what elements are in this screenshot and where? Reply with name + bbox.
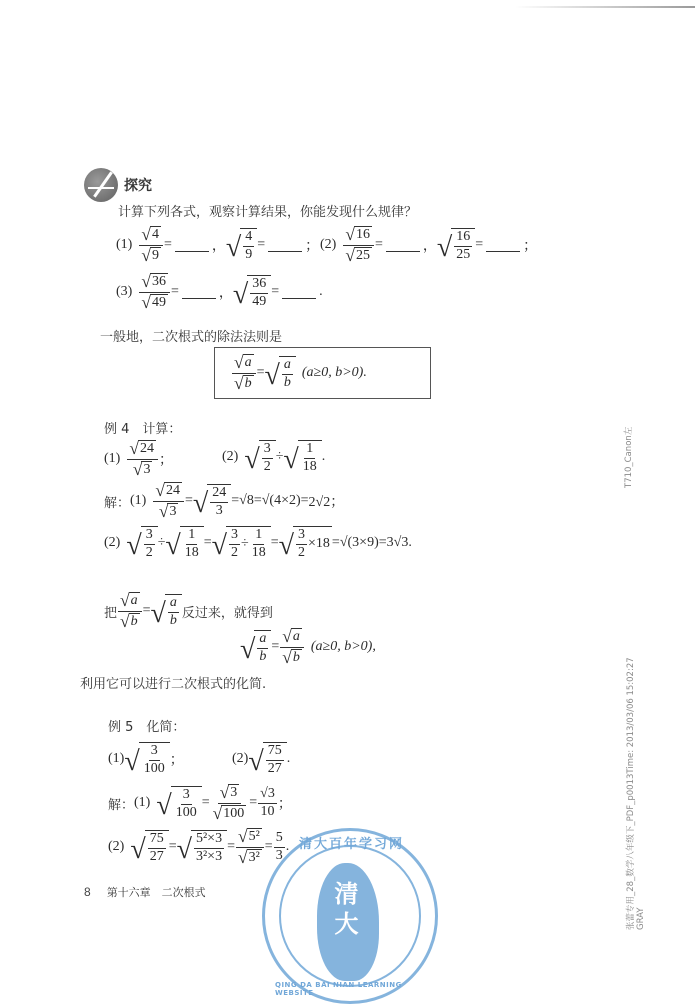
exercise-label: (2) [320, 237, 337, 252]
fraction: √ 4 √ 9 [139, 226, 163, 264]
explore-icon [84, 168, 118, 202]
answer-blank [282, 286, 316, 299]
section-heading [84, 168, 152, 202]
sqrt: √ $\frac{16}{25}$ [437, 228, 475, 262]
sqrt: √ $\frac{4}{9}$ [226, 228, 257, 262]
reverse-note: 利用它可以进行二次根式的化简. [80, 677, 267, 692]
stamp-top-text: 清大百年学习网 [299, 837, 405, 852]
rule-intro: 一般地，二次根式的除法法则是 [100, 330, 283, 345]
scan-color-mode: GRAY [636, 907, 646, 930]
exercise-label: (1) [116, 237, 133, 252]
scan-edge-line [515, 6, 695, 8]
stamp-center-chars: 清大 [330, 881, 358, 941]
exercise-2: (2) √ 16 √ 25 = ， √ $\frac{16}{25}$ = ； [320, 224, 538, 265]
example-5-title: 例 5 化简： [108, 720, 186, 735]
fraction: √ 36 √ 49 [139, 273, 170, 311]
example-5-solution-2: (2) √ $\frac{75}{27}$ = √ $\frac{\text{5²×3}}{\text{3²×3}}$ = √ 5² √ 3² = $\frac{5}{3}$ . [108, 826, 290, 867]
page-number: 8 [84, 885, 91, 899]
example-4-question-1: (1) √ 24 √ 3 ； [104, 438, 173, 479]
sqrt: √ $\frac{36}{49}$ [233, 275, 271, 309]
answer-blank [268, 239, 302, 252]
page-footer [84, 884, 206, 900]
fraction: √ 16 √ 25 [343, 226, 374, 264]
scan-metadata: 张蕾专用_28_数学八年级下_PDF_p0013Time: 2013/03/06 15:02:27 [626, 657, 636, 930]
division-rule-box: √ a √ b = √ $\frac{a}{b}$ (a≥0, b>0). [214, 347, 431, 399]
reverse-intro: 把 √ a √ b = √ $\frac{a}{b}$ 反过来，就得到 [104, 590, 273, 631]
exercise-3: (3) √ 36 √ 49 = ， √ $\frac{36}{49}$ = . [116, 271, 323, 312]
scanner-label: T710_Canon左 [624, 426, 634, 488]
answer-blank [182, 286, 216, 299]
reverse-formula: √ $\frac{a}{b}$ = √ a √ b (a≥0, b>0), [240, 626, 376, 667]
watermark-stamp [262, 828, 438, 1004]
section-title: 探究 [124, 178, 152, 194]
example-4-solution-1: 解： (1) √ 24 √ 3 = √ $\frac{24}{3}$ = √8 = √(4×2) = 2√2； [104, 480, 345, 521]
stamp-bottom-text: QING DA BAI NIAN LEARNING WEBSITE [275, 981, 402, 997]
prompt-text: 计算下列各式，观察计算结果，你能发现什么规律？ [118, 205, 418, 220]
exercise-1: (1) √ 4 √ 9 = ， √ $\frac{4}{9}$ = ； [116, 224, 320, 265]
example-5-solution-1: 解： (1) √ $\frac{3}{100}$ = √ 3 √ 100 = $\frac{√3}{10}$ ； [108, 782, 292, 823]
answer-blank [386, 239, 420, 252]
example-4-question-2: (2) √ $\frac{3}{2}$ ÷ √ $\frac{1}{18}$ . [222, 441, 326, 476]
exercise-label: (3) [116, 284, 133, 299]
example-4-title: 例 4 计算： [104, 422, 182, 437]
example-5-question-1: (1) √ $\frac{3}{100}$ ； [108, 743, 184, 778]
answer-blank [486, 239, 520, 252]
example-4-solution-2: (2) √ $\frac{3}{2}$ ÷ √ $\frac{1}{18}$ = √ $\frac{3}{2}$ ÷ $\frac{1}{18}$ = √ $\frac{3}{2}$ × 18 = √(3×9) = 3√3. [104, 527, 412, 562]
example-5-question-2: (2) √ $\frac{75}{27}$ . [232, 743, 291, 778]
chapter-title: 第十六章 二次根式 [106, 886, 206, 899]
answer-blank [175, 239, 209, 252]
